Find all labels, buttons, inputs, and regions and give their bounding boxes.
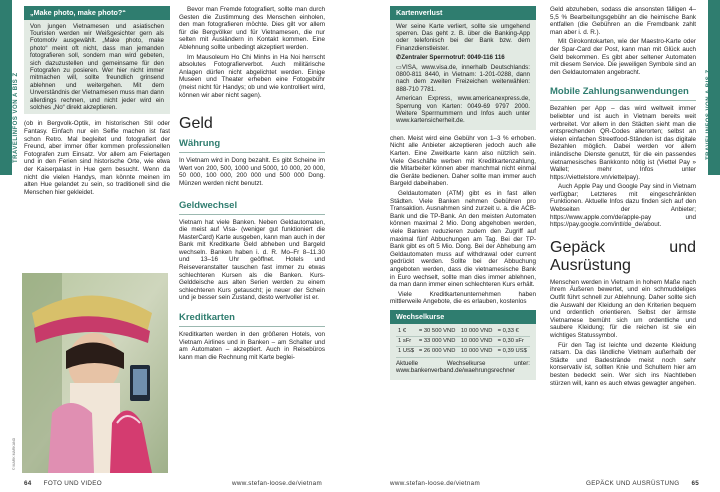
right-footer-url: www.stefan-loose.de/vietnam: [390, 480, 480, 487]
card-loss-amex: American Express, www.americanexpress.de, Sperrung von Karten: 0049-69 9797 2000. Weitere Sperrnummern und Infos auch unter www.kartensicherheit.de.: [396, 95, 530, 125]
left-page-number: 64: [24, 480, 32, 487]
exchange-note: Aktuelle Wechselkurse unter: www.bankenverband.de/waehrungsrechner: [396, 359, 530, 375]
card-loss-visa: ▭VISA, www.visa.de, innerhalb Deutschlands: 0800-811 8440, in Vietnam: 1-201-0288, dann nach dem zweiten Freizeichen weiterwählen: 888-710 7781.: [396, 63, 530, 93]
photo-tip-text: Von jungen Vietnamesen und asiatischen Touristen werden wir Weißgesichter gern als Fotomotiv ausgewählt. „Make photo, make photo“ meint oft nicht, dass man jemanden fotografieren soll, sondern man wird gebeten, sich dazuzustellen und gemeinsame für den Fotografen zu posieren. Wer hier nicht immer mitmachen will, sollte freundlich grinsend ablehnen und weitergehen. Mit dem Unverständnis der Vietnamesen muss man dann allerdings rechnen, und nicht jeder wird ein solches „No“ direkt akzeptieren.: [30, 22, 164, 112]
heading-waehrung: Währung: [179, 138, 325, 153]
mobile-paragraph-1: Bezahlen per App – das wird weltweit immer beliebter und ist auch in Vietnam bereits weit verbreitet. Vor allem in den Städten sieht man die entsprechenden QR-Codes allerorten; selbst an vielen einfachen Streetfood-Ständen ist das digitale Bezahlen möglich. Dabei werden vor allem inländische Dienste genutzt, für die ein passendes vietnamesisches Bankkonto nötig ist (Viettel Pay » Wallet; mehr Infos unter https://viettelstore.vn/viettelpay).: [550, 105, 696, 181]
card-loss-hotline: ✆Zentraler Sperrnotruf: 0049-116 116: [396, 54, 505, 62]
card-loss-box: [390, 6, 536, 130]
card-loss-intro: Wer seine Karte verliert, sollte sie umgehend sperren. Das geht z. B. über die Banking-App oder telefonisch bei der Bank bzw. dem Finanzdienstleister.: [396, 22, 530, 52]
photo-paragraph: (ob in Bergvolk-Optik, im historischen Stil oder Fantasy. Einfach nur ein Selfie machen ist fast schon Retro. Mal begleitet und fotografiert der Freund, aber immer öfter kommen professionellen Fotografen zum Einsatz. Vor allem am Feiertagen und in den Ferien sind historische Orte, wie etwa der Kaiserpalast in Hue gern besucht. Wenn da nicht die vielen Handys, man könnte meinen im alten Hue gelandet zu sein, so traditionell sind die Menschen hier gekleidet.: [24, 120, 170, 196]
right-footer: [586, 480, 699, 487]
right-side-tab-label: TRAVELINFOS VON A BIS Z: [706, 69, 712, 160]
ban-paragraph: Im Mausoleum Ho Chi Minhs in Ha Noi herrscht absolutes Fotografierverbot. Auch militärische Anlagen dürfen nicht abgelichtet werden. Einige Museen und Theater erheben eine Fotogebühr (meist nicht für Handys; ob und wie kontrolliert wird, können wir aber nicht sagen).: [179, 53, 325, 99]
permission-paragraph: Bevor man Fremde fotografiert, sollte man durch Gesten die Zustimmung des Menschen einholen, den man fotografieren möchte. Dies gilt vor allem für die Bergvölker und für Vietnamesen, die nur selten mit Ausländern in Kontakt kommen. Eine Ablehnung sollte unbedingt akzeptiert werden.: [179, 6, 325, 51]
right-footer-section: GEPÄCK UND AUSRÜSTUNG: [586, 480, 680, 487]
woman-photo: [22, 273, 168, 473]
left-footer: [24, 480, 102, 487]
phone-icon: ✆: [396, 54, 402, 62]
exchange-title: Wechselkurse: [390, 310, 536, 324]
offer-paragraph: Viele Kreditkartenunternehmen haben mittlerweile Angebote, die es erlauben, kostenlos: [390, 290, 536, 306]
left-footer-url: www.stefan-loose.de/vietnam: [232, 480, 322, 487]
waehrung-paragraph: In Vietnam wird in Dong bezahlt. Es gibt Scheine im Wert von 200, 500, 1000 und 5000, 10 000, 20 000, 50 000, 100 000, 200 000 und 500 000 Dong. Münzen werden nicht benutzt.: [179, 157, 325, 187]
right-col1: [390, 6, 536, 380]
left-col2: [179, 6, 325, 363]
left-col1: [24, 6, 170, 198]
table-row: 1 € = 30 500 VND 10 000 VND = 0,33 €: [396, 327, 530, 337]
kreditkarten-paragraph: Kreditkarten werden in den größeren Hotels, von Vietnam Airlines und in Banken – am Schalter und am Automaten – akzeptiert. Auch in Reisebüros kann man die Rechnung mit Karte beglei-: [179, 331, 325, 361]
right-page-number: 65: [691, 480, 700, 487]
gepaeck-paragraph-1: Menschen werden in Vietnam in hohem Maße nach ihrem Äußeren bewertet, und ein schmuddeliges Outfit führt schnell zur Ablehnung. Daher sollte sich die Auswahl der Kleidung an den Kriterien bequem und ordentlich orientieren. Selbst der ärmste Vietnamese bemüht sich um ordentliche und saubere Kleidung; für die reichen ist sie ein wichtiges Statussymbol.: [550, 278, 696, 339]
computer-icon: ▭: [396, 63, 402, 71]
heading-mobile-payment: Mobile Zahlungsanwendungen: [550, 86, 696, 101]
card-loss-body: [390, 20, 536, 130]
heading-gepaeck: Gepäck und Ausrüstung: [550, 238, 696, 274]
gepaeck-paragraph-2: Für den Tag ist leichte und dezente Kleidung ratsam. Da das ländliche Vietnam außerhalb der Städte und Badestrände meist noch sehr konservativ ist, sollten Knie und Schultern hier am besten bedeckt sein. Wer sich ins Nachtleben stürzen will, kann es auch etwas gewagter angehen.: [550, 341, 696, 387]
right-col2: [550, 6, 696, 389]
photo-tip-box: [24, 6, 170, 114]
card-fee-paragraph: chen. Meist wird eine Gebühr von 1–3 % erhoben. Nicht alle Anbieter akzeptieren jedoch auch alle Karten. Eine Zweitkarte kann also nützlich sein. Viele Geschäfte werben mit Kreditkartenzahlung, die Mitarbeiter können aber manchmal nicht einmal die Geräte bedienen. Daher sollte man immer auch Bargeld dabeihaben.: [390, 134, 536, 188]
exchange-box: [390, 310, 536, 380]
heading-geldwechsel: Geldwechsel: [179, 200, 325, 215]
heading-kreditkarten: Kreditkarten: [179, 312, 325, 327]
photo-illustration: [22, 273, 168, 473]
atm-paragraph: Geldautomaten (ATM) gibt es in fast allen Städten. Viele Banken nehmen Gebühren pro Transaktion. Ausnahmen sind zurzeit u. a. die ACB-Bank und die TP-Bank. An den meisten Automaten können maximal 2 Mio. Dong abgehoben werden, viele Banken reduzieren zudem den Zugriff auf maximal fünf Abbuchungen am Tag. Bei der TP-Bank gibt es oft 5 Mio. Dong. Bei der Abhebung am Geldautomaten muss auf withdrawal oder current gedrückt werden. Sollte bei der Abbuchung angeboten werden, dass die vietnamesische Bank in Euro wechselt, sollte man dies immer ablehnen, da man dann immer einen schlechteren Kurs erhält.: [390, 190, 536, 289]
table-row: 1 sFr = 33 000 VND 10 000 VND = 0,30 sFr: [396, 336, 530, 346]
abheben-paragraph: Geld abzuheben, sodass die ansonsten fälligen 4–5,5 % Bearbeitungsgebühr an die heimische Bank entfallen (die Gebühren an die Fremdbank zahlt man aber i. d. R.).: [550, 6, 696, 36]
girokonto-paragraph: Mit Girokontokarten, wie der Maestro-Karte oder der Spar-Card der Post, kann man mit Glück auch Geld bekommen. Es gibt aber seltener Automaten mit diesem Service. Die jeweiligen Symbole sind an den Geldautomaten angebracht.: [550, 38, 696, 76]
left-side-tab: [0, 0, 12, 175]
left-footer-section: FOTO UND VIDEO: [43, 480, 102, 487]
mobile-paragraph-2: Auch Apple Pay und Google Pay sind in Vietnam verfügbar; Letzteres mit eingeschränkten Funktionen. Aktuelle Infos dazu finden sich auf den Webseiten der Anbieter; https://www.apple.com/de/apple-pay und https://pay.google.com/intl/de_de/about.: [550, 183, 696, 229]
photo-credit: © MARK MARKAND: [12, 437, 16, 470]
card-loss-title: Kartenverlust: [390, 6, 536, 20]
heading-geld: Geld: [179, 115, 213, 133]
table-row: 1 US$ = 26 000 VND 10 000 VND = 0,39 US$: [396, 347, 530, 357]
geldwechsel-paragraph: Vietnam hat viele Banken. Neben Geldautomaten, die meist auf Visa- (weniger gut funktioniert die MasterCard) Karte ausgeben, kann man auch in der Bank mit Kreditkarte Geld abheben und Bargeld wechseln. Banken haben i. d. R. Mo–Fr 8–11.30 und 13–16 Uhr geöffnet. Hotels und Reiseveranstalter tauschen fast immer zu etwas schlechteren Kursen als die Banken. Kurs-Gelddeische aus alten Serien werden zu einem schlechteren Kurs getauscht; je neuer der Schein und je besser sein Zustand, desto wertvoller ist er.: [179, 218, 325, 302]
left-side-tab-label: TRAVELINFOS VON A BIS Z: [13, 72, 19, 163]
photo-tip-title: „Make photo, make photo?“: [24, 6, 170, 20]
exchange-table: [396, 327, 530, 358]
